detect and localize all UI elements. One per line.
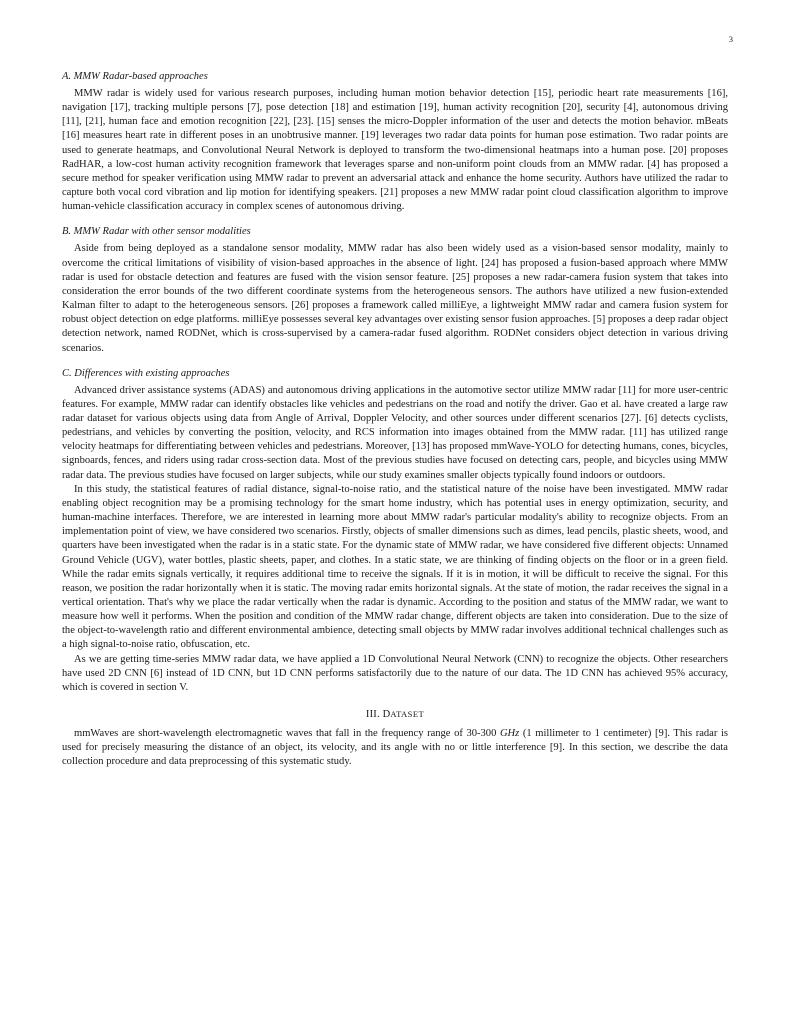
- paragraph-c3: As we are getting time-series MMW radar data, we have applied a 1D Convolutional Neural Network (CNN) to recognize the objects. Other researchers have used 2D CNN [6] instead of 1D CNN, but 1D CNN performs satisfactorily due to the nature of our data. The 1D CNN has achieved 95% accuracy, which is covered in section V.: [62, 653, 728, 693]
- paragraph-b1: Aside from being deployed as a standalone sensor modality, MMW radar has also been widely used as a vision-based sensor modality, mainly to overcome the critical limitations of visibility of vision-based approaches in the absence of light. [24] has proposed a fusion-based approach where MMW radar is used for obstacle detection and features are fused with the vision sensor feature. [25] proposes a new radar-camera fusion system that takes into consideration the error bounds of the two different coordinate systems from the heterogeneous sensors. The authors have utilized a new fusion-extended Kalman filter to adapt to the heterogeneous sensors. [26] proposes a framework called milliEye, a lightweight MMW radar and camera fusion system for robust object detection on edge platforms. milliEye possesses several key advantages over existing sensor fusion approaches. [5] proposes a deep radar object detection network, named RODNet, which is cross-supervised by a camera-radar fused algorithm. RODNet considers object detection in various driving scenarios.: [62, 243, 728, 354]
- paragraph-c1: Advanced driver assistance systems (ADAS) and autonomous driving applications in the automotive sector utilize MMW radar [11] for more user-centric features. For example, MMW radar can identify obstacles like vehicles and pedestrians on the road and notify the driver. Gao et al. have created a large raw radar dataset for various objects using data from Angle of Arrival, Doppler Velocity, and other sources under different scenarios [27]. [6] detects cyclists, pedestrians, and vehicles by converting the position, velocity, and RCS information into images obtained from the MMW radar. [11] has utilized range velocity heatmaps for differentiating between vehicles and pedestrians. Moreover, [13] has proposed mmWave-YOLO for detecting humans, cones, bicycles, signboards, fences, and riders using radar cross-section data. Most of the previous studies have focused on detecting cars, people, and bicycles using MMW radar data. The previous studies have focused on larger subjects, while our study examines smaller objects typically found indoors or outdoors.: [62, 384, 728, 481]
- paragraph-dataset: [62, 727, 728, 769]
- subsection-heading-b: B. MMW Radar with other sensor modalities: [62, 226, 251, 238]
- section-numeral: III.: [365, 709, 380, 721]
- dataset-text-b: (1 millimeter to 1 centimeter) [9]. This radar is used for precisely measuring the distance of an object, its velocity, and its angle with no or little interference [9]. In this section, we describe the data collection procedure and data preprocessing of this systematic study.: [62, 728, 728, 768]
- paragraph-c2: In this study, the statistical features of radial distance, signal-to-noise ratio, and the statistical nature of the noise have been investigated. MMW radar enabling object recognition may be a promising technology for the smart home industry, which has potential uses in energy optimization, security, and human-machine interfaces. Therefore, we are interested in learning more about MMW radar's particular modality's ability to recognize objects. From an implementation point of view, we have considered two scenarios. Firstly, objects of smaller dimensions such as dimes, lead pencils, plastic sheets, wood, and quarters have been investigated when the radar is in a static state. For the dynamic state of MMW radar, we have considered five different objects: Unnamed Ground Vehicle (UGV), water bottles, plastic sheets, paper, and clothes. In a static state, we are thinking of finding objects on the floor or in a green field. While the radar emits signals vertically, it requires additional time to receive the signals. If it is in motion, it will be difficult to receive the signal. For this reason, we position the radar horizontally when it is static. The moving radar emits horizontal signals. At the state of motion, the radar receives the signal in a vertical orientation. That's why we place the radar vertically when the radar is dynamic. According to the position and status of the MMW radar, we want to measure how well it performs. When the position and condition of the MMW radar change, different objects are taken into consideration. Due to the size of the object-to-wavelength ratio and different environmental ambience, detecting small objects by MMW radar involves additional technical challenges such as a high signal-to-noise ratio, obfuscation, etc.: [62, 483, 728, 651]
- subsection-heading-a: A. MMW Radar-based approaches: [62, 71, 208, 82]
- page-number: 3: [728, 34, 733, 44]
- subsection-heading-c: C. Differences with existing approaches: [62, 367, 230, 379]
- paper-body: [62, 70, 728, 770]
- section-heading-dataset: [62, 707, 728, 722]
- frequency-unit: GHz: [499, 728, 520, 740]
- section-title-smallcaps: ATASET: [390, 709, 425, 720]
- section-title-text: [383, 709, 425, 720]
- section-title-initial: D: [382, 709, 391, 721]
- dataset-text-a: mmWaves are short-wavelength electromagnetic waves that fall in the frequency range of 30-300: [74, 728, 497, 740]
- paragraph-a1: MMW radar is widely used for various research purposes, including human motion behavior detection [15], periodic heart rate measurements [16], navigation [17], tracking multiple persons [7], pose detection [18] and estimation [19], human activity recognition [20], security [4], autonomous driving [11], [21], human face and emotion recognition [22], [23]. [15] senses the micro-Doppler information of the user and detects the motion behavior. mBeats [16] measures heart rate in different poses in an unobtrusive manner. [19] leverages two radar data points for human pose estimation. Two radar points are used to generate heatmaps, and Convolutional Neural Network is deployed to transform the two-dimensional heatmaps into a human pose. [20] proposes RadHAR, a low-cost human activity recognition framework that leverages sparse and non-uniform point clouds from an MMW radar. [4] has proposed a secure method for speaker verification using MMW radar to prevent an adversarial attack and enhance the home security. Authors have utilized the radar to capture both vocal cord vibration and lip motion for identifying speakers. [21] proposes a new MMW radar point cloud classification algorithm to improve human-vehicle classification accuracy in complex scenes of autonomous driving.: [62, 88, 728, 213]
